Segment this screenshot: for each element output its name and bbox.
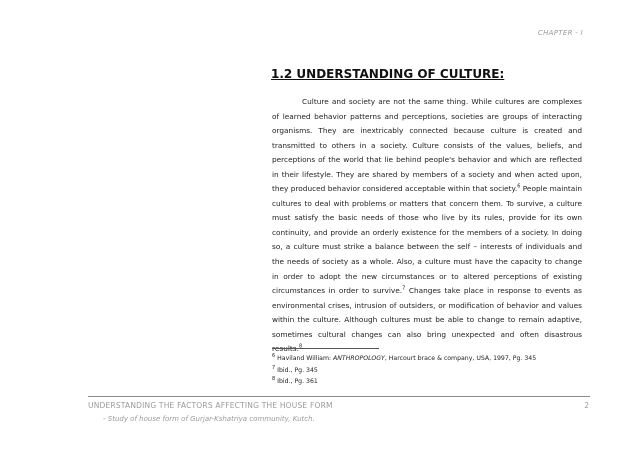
footnote-number: 7 (272, 364, 276, 371)
footnote-ref-7: 7 (402, 285, 406, 292)
footnote-6 (272, 353, 592, 365)
footnote-number: 8 (272, 375, 276, 382)
footnote-number: 6 (272, 352, 276, 359)
footer-divider (88, 396, 590, 397)
footnote-divider (272, 348, 379, 349)
footnote-text: Ibid., Pg. 345 (277, 366, 318, 374)
footnote-8 (272, 376, 592, 388)
page-number: 2 (584, 401, 589, 410)
footnotes (272, 353, 592, 388)
footnote-publisher: , Harcourt brace & company, USA, 1997, Pg. 345 (384, 355, 537, 362)
paragraph-part-3: Changes take place in response to events as environmental crises, intrusion of outsiders, or modification of behavior and values within the culture. Although cultures must be able to change to remain adaptive, sometimes cultural changes can also bring unexpected and often disastrous results. (272, 286, 582, 354)
footnote-book-title: ANTHROPOLOGY (333, 355, 385, 362)
footnote-text: Ibid., Pg. 361 (277, 378, 318, 385)
footnote-7 (272, 365, 592, 377)
footnote-ref-8: 8 (298, 343, 303, 350)
footer-title: UNDERSTANDING THE FACTORS AFFECTING THE HOUSE FORM (88, 401, 333, 410)
body-paragraph (272, 95, 582, 357)
section-title: 1.2 UNDERSTANDING OF CULTURE: (271, 67, 505, 81)
footnote-ref-6: 6 (517, 183, 521, 190)
paragraph-part-1: Culture and society are not the same thing. While cultures are complexes of learned behavior patterns and perceptions, societies are groups of interacting organisms. They are inextricably connected because culture is created and transmitted to others in a society. Culture consists of the values, beliefs, and perceptions of the world that lie behind people's behavior and which are reflected in their lifestyle. They are shared by members of a society and when acted upon, they produced behavior considered acceptable within that society. (272, 97, 582, 194)
footnote-text: Haviland William: (277, 355, 334, 362)
chapter-header: CHAPTER - I (537, 29, 583, 37)
paragraph-part-2: People maintain cultures to deal with problems or matters that concern them. To survive, a culture must satisfy the basic needs of those who live by its rules, provide for its own continuity, and provide an orderly existence for the members of a society. In doing so, a culture must strike a balance between the self – interests of individuals and the needs of society as a whole. Also, a culture must have the capacity to change in order to adopt the new circumstances or to altered perceptions of existing circumstances in order to survive. (272, 184, 582, 296)
body-text (272, 95, 582, 357)
footer-subtitle: - Study of house form of Gurjar-Kshatriya community, Kutch. (103, 415, 315, 423)
